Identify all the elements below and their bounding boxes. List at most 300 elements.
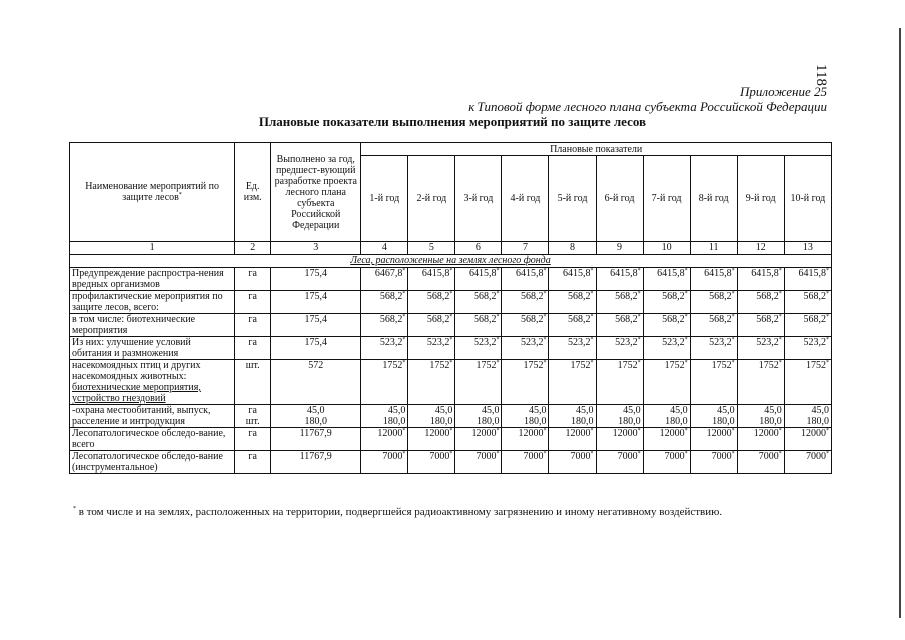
row-unit	[235, 405, 271, 428]
row-unit: га	[235, 428, 271, 451]
row-name	[70, 268, 235, 291]
star-mark: *	[778, 360, 782, 366]
plan-value-number: 568,2	[709, 291, 732, 302]
row-done	[271, 405, 361, 428]
plan-value-number: 568,2	[756, 291, 779, 302]
column-number: 7	[502, 242, 549, 255]
plan-value-number: 568,2	[803, 314, 826, 325]
header-done: Выполнено за год, предшест-вующий разработке проекта лесного плана субъекта Российской Федерации	[271, 143, 361, 242]
plan-value-number: 568,2	[615, 291, 638, 302]
plan-value-number: 1752	[523, 360, 544, 371]
star-mark: *	[590, 451, 594, 457]
plan-value	[784, 360, 831, 405]
plan-value-number: 523,2	[473, 337, 497, 348]
plan-value	[502, 428, 549, 451]
star-mark: *	[826, 360, 829, 366]
row-unit-line: шт.	[245, 416, 260, 427]
row-unit: га	[235, 291, 271, 314]
star-mark: *	[402, 451, 406, 457]
star-mark: *	[496, 360, 500, 366]
plan-value-line: 45,0	[528, 405, 547, 416]
appendix-reference: к Типовой форме лесного плана субъекта Российской Федерации	[468, 99, 827, 114]
plan-value-line: 180,0	[382, 416, 406, 427]
row-name-underlined: биотехнические мероприятия, устройство гнездовий	[72, 382, 201, 404]
star-mark: *	[637, 360, 641, 366]
star-mark: *	[637, 337, 641, 343]
plan-value	[361, 337, 408, 360]
star-mark: *	[590, 360, 594, 366]
plan-value-line: 45,0	[576, 405, 594, 416]
plan-value	[596, 451, 643, 474]
row-name	[70, 451, 235, 474]
plan-value-number: 568,2	[379, 314, 403, 325]
plan-value	[408, 428, 455, 451]
row-done: 572	[271, 360, 361, 405]
plan-value-number: 12000	[471, 428, 497, 439]
row-unit-line: га	[248, 405, 257, 416]
star-mark: *	[402, 428, 406, 434]
star-mark: *	[543, 268, 547, 274]
star-mark: *	[731, 314, 735, 320]
row-name-text: Лесопатологическое обследо-вание, всего	[72, 428, 226, 450]
plan-value-number: 568,2	[709, 314, 732, 325]
plan-value	[784, 405, 831, 428]
star-mark: *	[637, 291, 641, 297]
star-mark: *	[590, 337, 594, 343]
header-year: 4-й год	[502, 156, 549, 242]
column-number: 10	[643, 242, 690, 255]
row-name-text: в том числе: биотехнические мероприятия	[72, 314, 196, 336]
table-row	[70, 314, 832, 337]
plan-value	[408, 405, 455, 428]
plan-value-number: 12000	[424, 428, 450, 439]
plan-value-number: 568,2	[473, 291, 497, 302]
row-unit: га	[235, 451, 271, 474]
plan-value	[408, 291, 455, 314]
plan-value	[502, 291, 549, 314]
header-planned: Плановые показатели	[361, 143, 832, 156]
star-mark: *	[778, 428, 782, 434]
star-mark: *	[449, 337, 453, 343]
footnote	[73, 506, 722, 518]
star-mark: *	[543, 314, 547, 320]
plan-value-number: 1752	[806, 360, 826, 371]
plan-value	[455, 337, 502, 360]
star-mark: *	[637, 428, 641, 434]
row-name-line: -охрана местообитаний, выпуск,	[72, 405, 211, 416]
row-unit: шт.	[235, 360, 271, 405]
plan-value	[737, 428, 784, 451]
plan-value	[596, 405, 643, 428]
plan-value	[596, 428, 643, 451]
header-year: 8-й год	[690, 156, 737, 242]
plan-value-number: 6415,8	[468, 268, 497, 279]
table-row	[70, 428, 832, 451]
plan-value-number: 7000	[806, 451, 826, 462]
header-year: 2-й год	[408, 156, 455, 242]
plan-value-line: 180,0	[665, 416, 688, 427]
plan-value	[737, 268, 784, 291]
plan-value	[361, 314, 408, 337]
plan-value-number: 12000	[801, 428, 826, 439]
row-name-text: Лесопатологическое обследо-вание (инструментальное)	[72, 451, 223, 473]
star-mark: *	[449, 314, 453, 320]
star-mark: *	[637, 268, 641, 274]
star-mark: *	[778, 314, 782, 320]
column-number: 8	[549, 242, 596, 255]
plan-value	[408, 268, 455, 291]
plan-value	[455, 268, 502, 291]
appendix-label: Приложение 25	[739, 84, 827, 99]
plan-value	[408, 451, 455, 474]
plan-value	[361, 360, 408, 405]
plan-value	[690, 451, 737, 474]
plan-value	[643, 337, 690, 360]
header-name: Наименование мероприятий по защите лесов*	[70, 143, 235, 242]
plan-value-line: 45,0	[764, 405, 782, 416]
row-done: 175,4	[271, 314, 361, 337]
plan-value-number: 6415,8	[515, 268, 544, 279]
header-year: 7-й год	[643, 156, 690, 242]
plan-value	[784, 428, 831, 451]
plan-value-number: 6415,8	[751, 268, 779, 279]
plan-value	[361, 405, 408, 428]
plan-value	[549, 337, 596, 360]
star-mark: *	[826, 291, 829, 297]
plan-value	[549, 428, 596, 451]
plan-table	[69, 142, 832, 474]
star-mark: *	[543, 337, 547, 343]
star-mark: *	[543, 451, 547, 457]
star-mark: *	[684, 291, 688, 297]
row-name-text: насекомоядных птиц и других насекомоядных животных:	[72, 360, 201, 382]
plan-value-number: 1752	[758, 360, 779, 371]
plan-value-number: 523,2	[709, 337, 732, 348]
plan-value	[690, 337, 737, 360]
column-number: 4	[361, 242, 408, 255]
plan-value	[502, 337, 549, 360]
plan-value	[455, 451, 502, 474]
star-mark: *	[543, 291, 547, 297]
row-done: 175,4	[271, 291, 361, 314]
plan-value	[549, 291, 596, 314]
star-mark: *	[731, 337, 735, 343]
star-mark: *	[684, 428, 688, 434]
row-done: 175,4	[271, 337, 361, 360]
plan-value-number: 568,2	[615, 314, 638, 325]
plan-value	[549, 405, 596, 428]
star-mark: *	[637, 314, 641, 320]
plan-value	[737, 337, 784, 360]
column-number: 13	[784, 242, 831, 255]
plan-value	[502, 405, 549, 428]
star-mark: *	[731, 268, 735, 274]
plan-value	[596, 268, 643, 291]
star-mark: *	[637, 451, 641, 457]
star-mark: *	[826, 268, 829, 274]
star-mark: *	[684, 337, 688, 343]
header-year: 10-й год	[784, 156, 831, 242]
star-mark: *	[543, 428, 547, 434]
plan-value-number: 7000	[476, 451, 497, 462]
star-mark: *	[496, 337, 500, 343]
plan-value	[784, 314, 831, 337]
plan-value-number: 6467,8	[374, 268, 403, 279]
plan-value-line: 180,0	[712, 416, 735, 427]
page-number: 118	[813, 64, 829, 86]
plan-value-number: 1752	[476, 360, 497, 371]
star-mark: *	[731, 360, 735, 366]
star-mark: *	[449, 360, 453, 366]
plan-value-number: 568,2	[426, 291, 450, 302]
plan-value	[455, 314, 502, 337]
column-number: 6	[455, 242, 502, 255]
star-mark: *	[496, 291, 500, 297]
plan-value-line: 180,0	[618, 416, 641, 427]
row-unit: га	[235, 268, 271, 291]
plan-value-number: 12000	[565, 428, 591, 439]
plan-value	[408, 337, 455, 360]
plan-value-line: 45,0	[434, 405, 453, 416]
plan-value	[408, 314, 455, 337]
plan-value	[596, 337, 643, 360]
star-mark: *	[826, 337, 829, 343]
plan-value	[455, 291, 502, 314]
plan-value-number: 7000	[711, 451, 732, 462]
plan-value-number: 12000	[612, 428, 638, 439]
plan-value-number: 12000	[753, 428, 779, 439]
row-name	[70, 314, 235, 337]
plan-value-number: 568,2	[803, 291, 826, 302]
star-mark: *	[684, 268, 688, 274]
plan-value-number: 523,2	[756, 337, 779, 348]
row-done: 175,4	[271, 268, 361, 291]
star-mark: *	[449, 428, 453, 434]
plan-value-number: 523,2	[803, 337, 826, 348]
plan-value-number: 568,2	[662, 314, 685, 325]
plan-value	[549, 314, 596, 337]
plan-value	[502, 451, 549, 474]
plan-value-number: 523,2	[662, 337, 685, 348]
plan-value-line: 45,0	[717, 405, 735, 416]
plan-value-line: 180,0	[806, 416, 829, 427]
row-name-text: Предупреждение распростра-нения вредных организмов	[72, 268, 224, 290]
plan-value	[690, 405, 737, 428]
plan-value-number: 6415,8	[798, 268, 826, 279]
plan-value-number: 1752	[664, 360, 685, 371]
star-mark: *	[778, 291, 782, 297]
plan-value	[455, 405, 502, 428]
star-mark: *	[402, 291, 406, 297]
plan-value-number: 7000	[617, 451, 638, 462]
plan-value-number: 568,2	[426, 314, 450, 325]
plan-value-number: 1752	[382, 360, 403, 371]
plan-value	[737, 314, 784, 337]
row-done: 11767,9	[271, 428, 361, 451]
row-name-text: профилактические мероприятия по защите лесов, всего:	[72, 291, 223, 313]
plan-value	[690, 428, 737, 451]
plan-value	[408, 360, 455, 405]
star-mark: *	[496, 268, 500, 274]
plan-value	[361, 428, 408, 451]
plan-value-number: 568,2	[568, 291, 591, 302]
star-mark: *	[590, 291, 594, 297]
row-name	[70, 291, 235, 314]
plan-value-number: 7000	[664, 451, 685, 462]
plan-value-line: 45,0	[670, 405, 688, 416]
plan-value-line: 180,0	[523, 416, 547, 427]
plan-value	[784, 451, 831, 474]
table-row	[70, 291, 832, 314]
row-name	[70, 405, 235, 428]
section-heading: Леса, расположенные на землях лесного фонда	[70, 255, 832, 268]
star-mark: *	[590, 314, 594, 320]
column-number: 2	[235, 242, 271, 255]
star-mark: *	[543, 360, 547, 366]
row-name-text: Из них: улучшение условий обитания и размножения	[72, 337, 191, 359]
row-unit: га	[235, 337, 271, 360]
plan-value	[643, 428, 690, 451]
table-row	[70, 337, 832, 360]
plan-value-number: 1752	[711, 360, 732, 371]
plan-value-number: 12000	[659, 428, 685, 439]
star-mark: *	[778, 337, 782, 343]
plan-value-number: 7000	[523, 451, 544, 462]
plan-value	[643, 405, 690, 428]
header-unit: Ед. изм.	[235, 143, 271, 242]
plan-value-number: 12000	[518, 428, 544, 439]
plan-value-number: 1752	[429, 360, 450, 371]
row-done-line: 180,0	[304, 416, 327, 427]
plan-value	[549, 451, 596, 474]
plan-value	[643, 268, 690, 291]
row-name-line: расселение и интродукция	[72, 416, 185, 427]
header-year: 9-й год	[737, 156, 784, 242]
plan-value-number: 568,2	[756, 314, 779, 325]
header-year: 5-й год	[549, 156, 596, 242]
plan-value	[361, 268, 408, 291]
plan-value	[502, 360, 549, 405]
star-mark: *	[731, 428, 735, 434]
plan-value	[737, 291, 784, 314]
star-mark: *	[684, 314, 688, 320]
star-mark: *	[449, 451, 453, 457]
plan-value	[502, 314, 549, 337]
plan-value	[643, 360, 690, 405]
star-mark: *	[590, 268, 594, 274]
plan-value-number: 523,2	[426, 337, 450, 348]
header-year: 6-й год	[596, 156, 643, 242]
plan-value	[643, 291, 690, 314]
star-mark: *	[826, 314, 829, 320]
star-mark: *	[826, 428, 829, 434]
table-row	[70, 451, 832, 474]
plan-value-line: 180,0	[759, 416, 782, 427]
plan-value-line: 180,0	[429, 416, 453, 427]
plan-value-number: 1752	[570, 360, 591, 371]
column-number: 3	[271, 242, 361, 255]
plan-value	[361, 291, 408, 314]
plan-value-number: 1752	[617, 360, 638, 371]
row-name	[70, 360, 235, 405]
plan-value-line: 45,0	[811, 405, 829, 416]
column-number: 11	[690, 242, 737, 255]
plan-value	[549, 268, 596, 291]
plan-value	[455, 428, 502, 451]
plan-value	[596, 314, 643, 337]
plan-value-number: 12000	[377, 428, 403, 439]
plan-value-number: 12000	[706, 428, 732, 439]
plan-value	[784, 268, 831, 291]
plan-value	[690, 291, 737, 314]
row-name	[70, 337, 235, 360]
plan-value	[502, 268, 549, 291]
plan-value-line: 45,0	[387, 405, 406, 416]
plan-value-number: 523,2	[615, 337, 638, 348]
plan-value	[737, 360, 784, 405]
plan-value-number: 6415,8	[563, 268, 591, 279]
row-name	[70, 428, 235, 451]
row-unit: га	[235, 314, 271, 337]
footnote-text: в том числе и на землях, расположенных на территории, подвергшейся радиоактивному загрязнению и иному негативному воздействию.	[78, 506, 723, 518]
table-row	[70, 405, 832, 428]
plan-value-number: 6415,8	[610, 268, 638, 279]
footnote-mark: *	[73, 506, 76, 512]
star-mark: *	[402, 268, 406, 274]
plan-value-number: 568,2	[520, 291, 544, 302]
page-title: Плановые показатели выполнения мероприятий по защите лесов	[258, 114, 647, 129]
plan-value-number: 6415,8	[421, 268, 450, 279]
plan-value-number: 7000	[570, 451, 591, 462]
plan-value-number: 568,2	[662, 291, 685, 302]
plan-value	[690, 360, 737, 405]
plan-value-line: 180,0	[571, 416, 594, 427]
plan-value-line: 45,0	[481, 405, 500, 416]
plan-value	[549, 360, 596, 405]
star-mark: *	[402, 360, 406, 366]
star-mark: *	[684, 360, 688, 366]
plan-value-number: 568,2	[379, 291, 403, 302]
plan-value	[361, 451, 408, 474]
column-number: 1	[70, 242, 235, 255]
row-done-line: 45,0	[307, 405, 325, 416]
plan-value-number: 523,2	[379, 337, 403, 348]
plan-value-number: 7000	[758, 451, 779, 462]
star-mark: *	[826, 451, 829, 457]
plan-value-number: 6415,8	[704, 268, 732, 279]
plan-value	[784, 337, 831, 360]
plan-value	[690, 268, 737, 291]
star-mark: *	[402, 314, 406, 320]
column-number: 12	[737, 242, 784, 255]
plan-value-line: 180,0	[476, 416, 500, 427]
plan-value	[690, 314, 737, 337]
plan-value-number: 6415,8	[657, 268, 685, 279]
star-mark: *	[778, 451, 782, 457]
plan-value-number: 7000	[429, 451, 450, 462]
plan-value-number: 568,2	[568, 314, 591, 325]
plan-value-number: 523,2	[520, 337, 544, 348]
plan-value	[737, 451, 784, 474]
plan-value-number: 568,2	[520, 314, 544, 325]
star-mark: *	[496, 314, 500, 320]
header-year: 1-й год	[361, 156, 408, 242]
star-mark: *	[731, 291, 735, 297]
header-year: 3-й год	[455, 156, 502, 242]
plan-value	[596, 360, 643, 405]
plan-value	[643, 451, 690, 474]
plan-value	[643, 314, 690, 337]
